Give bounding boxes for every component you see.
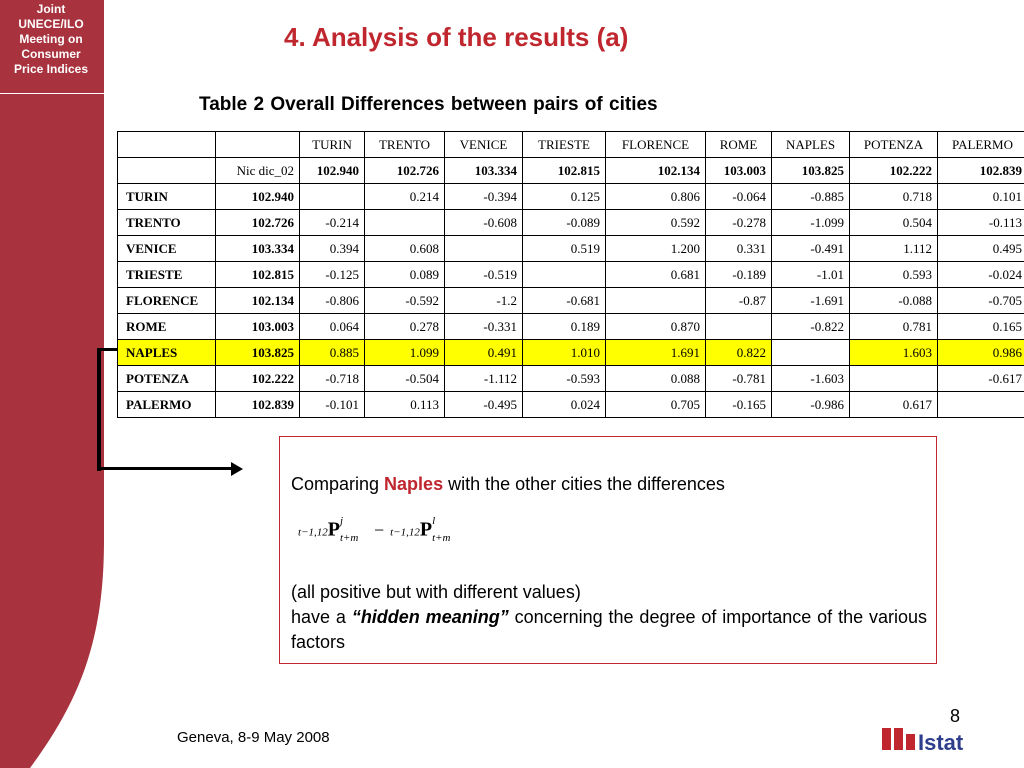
difference-cell: 0.113 [365,392,445,418]
difference-cell: -0.165 [706,392,772,418]
index-label: Nic dic_02 [216,158,300,184]
table-header-row [118,132,1024,158]
difference-cell: -0.089 [523,210,606,236]
header-cell: VENICE [445,132,523,158]
difference-cell: -1.603 [772,366,850,392]
header-cell: NAPLES [772,132,850,158]
difference-cell: 1.112 [850,236,938,262]
bracket-line [97,348,117,351]
difference-cell: -0.617 [938,366,1024,392]
difference-cell [606,288,706,314]
sidebar-line: Price Indices [13,62,89,76]
table-row [118,184,1024,210]
formula-subscript: t+m [432,532,451,544]
row-index: 102.940 [216,184,300,210]
difference-cell: -0.394 [445,184,523,210]
header-cell: TRIESTE [523,132,606,158]
difference-cell [445,236,523,262]
difference-cell: 0.089 [365,262,445,288]
difference-cell: -0.781 [706,366,772,392]
difference-cell: -1.691 [772,288,850,314]
note-line [291,605,927,655]
difference-cell: -0.024 [938,262,1024,288]
row-index: 103.003 [216,314,300,340]
table-row [118,262,1024,288]
difference-cell: 0.822 [706,340,772,366]
difference-cell: 0.165 [938,314,1024,340]
note-line [291,472,927,497]
sidebar-line: Meeting on [19,32,83,46]
note-text: have a [291,607,352,627]
difference-cell: -1.01 [772,262,850,288]
difference-cell: 1.691 [606,340,706,366]
row-city: VENICE [118,236,216,262]
difference-cell [706,314,772,340]
difference-cell: 0.491 [445,340,523,366]
difference-cell: -0.491 [772,236,850,262]
table-row [118,392,1024,418]
difference-cell: 0.189 [523,314,606,340]
difference-cell: 0.718 [850,184,938,210]
difference-cell: 0.986 [938,340,1024,366]
index-cell [118,158,216,184]
difference-cell: -0.885 [772,184,850,210]
formula-superscript: j [339,515,344,527]
index-cell: 102.134 [606,158,706,184]
difference-cell: -1.112 [445,366,523,392]
formula-subscript: t+m [339,532,359,544]
difference-cell: -0.331 [445,314,523,340]
difference-cell: -0.718 [300,366,365,392]
difference-cell [523,262,606,288]
difference-cell: -0.592 [365,288,445,314]
difference-cell: 0.101 [938,184,1024,210]
difference-cell: -0.214 [300,210,365,236]
header-cell: PALERMO [938,132,1024,158]
formula-symbol: P [327,518,340,541]
sidebar-divider [0,93,104,94]
formula-subscript: t−1,12 [298,526,328,539]
difference-cell [365,210,445,236]
row-index: 102.815 [216,262,300,288]
hidden-meaning-emphasis: “hidden meaning” [351,607,509,627]
difference-cell: 0.593 [850,262,938,288]
formula-symbol: P [419,518,433,541]
difference-cell: 0.705 [606,392,706,418]
index-cell: 102.940 [300,158,365,184]
row-index: 102.839 [216,392,300,418]
table-row [118,340,1024,366]
difference-cell: 0.024 [523,392,606,418]
row-city: TRIESTE [118,262,216,288]
difference-cell: -0.608 [445,210,523,236]
difference-cell: -0.504 [365,366,445,392]
difference-cell: -0.986 [772,392,850,418]
difference-cell: -0.822 [772,314,850,340]
difference-cell: -1.2 [445,288,523,314]
difference-cell: -0.806 [300,288,365,314]
difference-cell: -0.088 [850,288,938,314]
row-index: 103.334 [216,236,300,262]
index-cell: 103.825 [772,158,850,184]
difference-cell: 0.504 [850,210,938,236]
note-text: with the other cities the differences [443,474,725,494]
index-cell: 102.839 [938,158,1024,184]
footer-text: Geneva, 8-9 May 2008 [177,729,330,746]
sidebar-title [0,2,102,77]
difference-cell: -0.189 [706,262,772,288]
index-row [118,158,1024,184]
bracket-line [97,467,231,470]
sidebar-band [0,0,110,768]
difference-cell: 1.099 [365,340,445,366]
sidebar-line: Consumer [21,47,81,61]
table-body [118,184,1024,418]
difference-cell: -0.519 [445,262,523,288]
difference-cell [850,366,938,392]
table-row [118,236,1024,262]
row-city: PALERMO [118,392,216,418]
formula-minus: − [373,519,385,540]
difference-cell: 0.331 [706,236,772,262]
difference-cell: 0.806 [606,184,706,210]
header-cell: ROME [706,132,772,158]
difference-cell: -1.099 [772,210,850,236]
difference-cell: 0.214 [365,184,445,210]
page-number: 8 [950,706,961,726]
difference-cell: 1.200 [606,236,706,262]
difference-cell: -0.593 [523,366,606,392]
header-cell: FLORENCE [606,132,706,158]
formula-subscript: t−1,12 [390,526,420,539]
note-line: (all positive but with different values) [291,582,581,602]
istat-logo [880,724,980,754]
row-index: 102.726 [216,210,300,236]
row-city: NAPLES [118,340,216,366]
header-cell: TRENTO [365,132,445,158]
difference-cell [772,340,850,366]
logo-text: Istat [918,730,964,754]
difference-cell: 0.781 [850,314,938,340]
difference-cell: -0.101 [300,392,365,418]
difference-cell: 1.603 [850,340,938,366]
difference-cell: 0.608 [365,236,445,262]
difference-cell: 0.870 [606,314,706,340]
difference-cell: 0.278 [365,314,445,340]
differences-table [117,131,1024,418]
index-cell: 102.222 [850,158,938,184]
table-caption: Table 2 Overall Differences between pairs of cities [199,94,658,115]
header-cell: POTENZA [850,132,938,158]
header-cell [118,132,216,158]
difference-cell: 0.394 [300,236,365,262]
row-city: FLORENCE [118,288,216,314]
row-city: TURIN [118,184,216,210]
naples-highlight: Naples [384,474,444,494]
sidebar-line: Joint [36,2,66,16]
difference-cell: -0.278 [706,210,772,236]
difference-cell: 0.681 [606,262,706,288]
difference-cell [300,184,365,210]
difference-cell [938,392,1024,418]
table-row [118,314,1024,340]
difference-cell: 0.088 [606,366,706,392]
index-cell: 103.334 [445,158,523,184]
header-cell [216,132,300,158]
table-row [118,366,1024,392]
header-cell: TURIN [300,132,365,158]
index-cell: 102.815 [523,158,606,184]
difference-cell: -0.87 [706,288,772,314]
row-index: 102.134 [216,288,300,314]
row-city: POTENZA [118,366,216,392]
table-row [118,288,1024,314]
difference-cell: -0.681 [523,288,606,314]
index-cell: 103.003 [706,158,772,184]
row-city: ROME [118,314,216,340]
row-index: 103.825 [216,340,300,366]
difference-cell: 0.617 [850,392,938,418]
table-row [118,210,1024,236]
note-text: Comparing [291,474,385,494]
difference-cell: 1.010 [523,340,606,366]
difference-cell: -0.064 [706,184,772,210]
difference-cell: -0.113 [938,210,1024,236]
difference-cell: 0.495 [938,236,1024,262]
arrow-head-icon [231,462,243,476]
formula [298,517,460,547]
index-cell: 102.726 [365,158,445,184]
difference-cell: 0.592 [606,210,706,236]
difference-cell: 0.885 [300,340,365,366]
difference-cell: 0.519 [523,236,606,262]
formula-superscript: l [432,515,436,527]
difference-cell: 0.064 [300,314,365,340]
difference-cell: -0.125 [300,262,365,288]
slide-title: 4. Analysis of the results (a) [284,22,629,52]
difference-cell: -0.495 [445,392,523,418]
row-index: 102.222 [216,366,300,392]
sidebar-line: UNECE/ILO [18,17,84,31]
bracket-line [97,348,101,471]
row-city: TRENTO [118,210,216,236]
note-box [279,436,937,664]
difference-cell: 0.125 [523,184,606,210]
difference-cell: -0.705 [938,288,1024,314]
note-text: concerning the degree of importance of the various factors [291,607,927,652]
